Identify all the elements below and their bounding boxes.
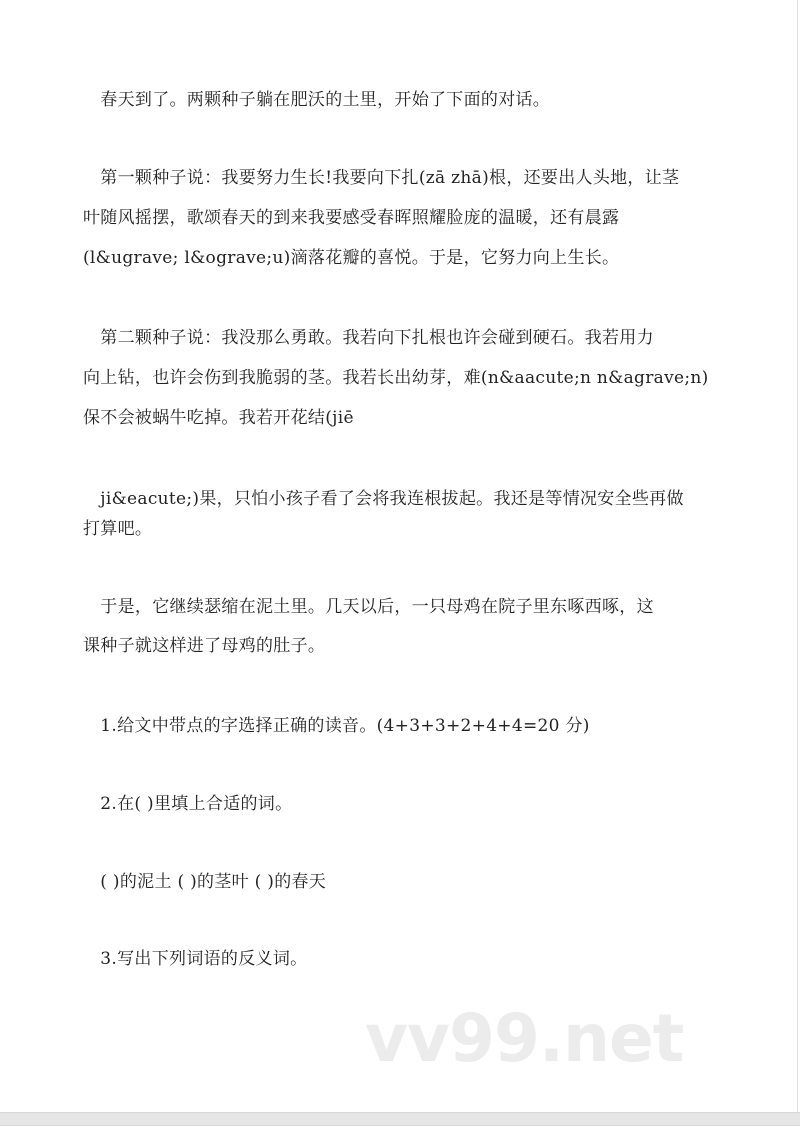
question-2: 2.在( )里填上合适的词。: [83, 794, 293, 814]
paragraph-line: 于是，它继续瑟缩在泥土里。几天以后，一只母鸡在院子里东啄西啄，这: [83, 597, 654, 617]
question-3: 3.写出下列词语的反义词。: [83, 949, 308, 969]
paragraph-line: 课种子就这样进了母鸡的肚子。: [83, 636, 326, 656]
question-1: 1.给文中带点的字选择正确的读音。(4+3+3+2+4+4=20 分): [83, 716, 590, 736]
paragraph-line: 第一颗种子说：我要努力生长!我要向下扎(zā zhā)根，还要出人头地，让茎: [83, 168, 680, 188]
paragraph-line: 打算吧。: [83, 519, 153, 539]
page-separator: [0, 1112, 800, 1126]
question-2-blanks: ( )的泥土 ( )的茎叶 ( )的春天: [83, 872, 327, 892]
paragraph-line: 叶随风摇摆，歌颂春天的到来我要感受春晖照耀脸庞的温暖，还有晨露: [83, 208, 620, 228]
page-border: [797, 0, 798, 1112]
paragraph-line: 向上钻，也许会伤到我脆弱的茎。我若长出幼芽，难(n&aacute;n n&agrave;n): [83, 368, 709, 388]
paragraph-line: 春天到了。两颗种子躺在肥沃的土里，开始了下面的对话。: [83, 90, 551, 110]
paragraph-line: 第二颗种子说：我没那么勇敢。我若向下扎根也许会碰到硬石。我若用力: [83, 328, 654, 348]
paragraph-line: ji&eacute;)果，只怕小孩子看了会将我连根拔起。我还是等情况安全些再做: [83, 489, 684, 509]
paragraph-line: (l&ugrave; l&ograve;u)滴落花瓣的喜悦。于是，它努力向上生长。: [83, 248, 620, 268]
watermark: vv99.net: [365, 1000, 684, 1077]
paragraph-line: 保不会被蜗牛吃掉。我若开花结(jiē: [83, 408, 354, 428]
